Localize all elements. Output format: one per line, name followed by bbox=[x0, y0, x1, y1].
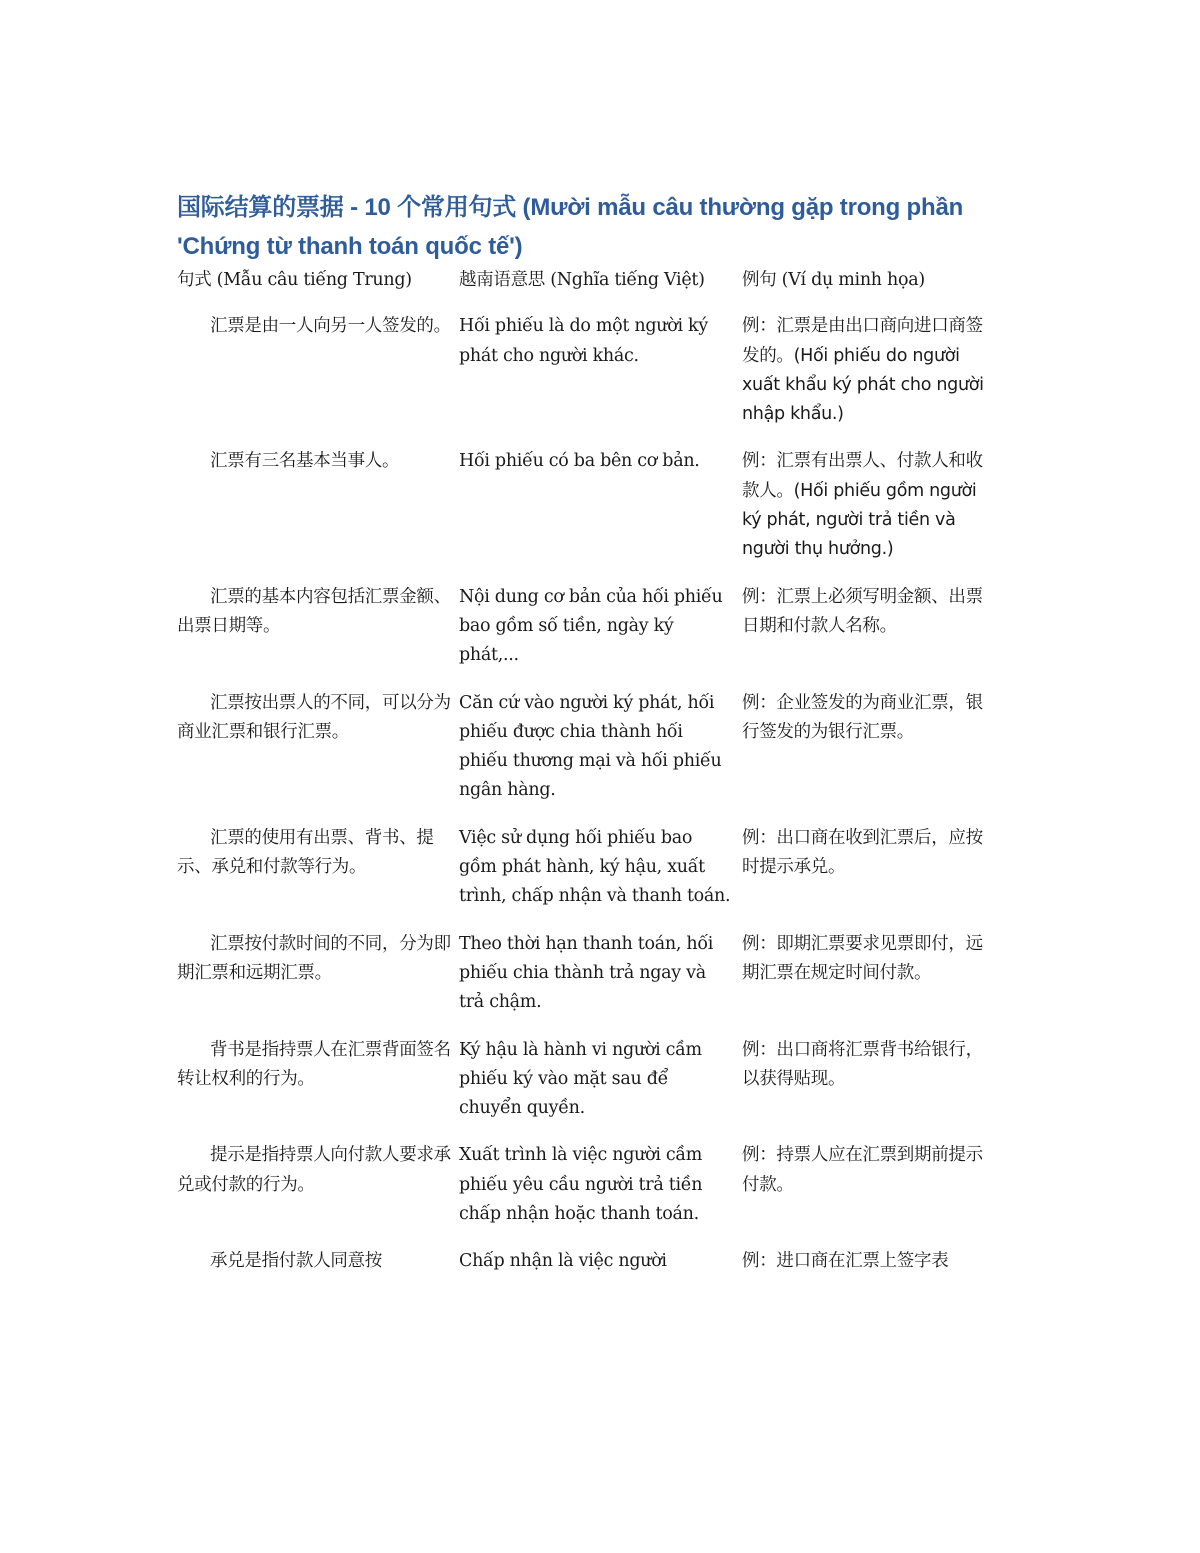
pattern-cell: 承兑是指付款人同意按 bbox=[210, 1251, 382, 1272]
example-cell: 例：进口商在汇票上签字表 bbox=[742, 1251, 949, 1272]
header-meaning: 越南语意思 (Nghĩa tiếng Việt) bbox=[459, 270, 705, 290]
example-cell: 例：出口商在收到汇票后，应按时提示承兑。 bbox=[742, 827, 983, 878]
meaning-cell: Việc sử dụng hối phiếu bao gồm phát hành, ký hậu, xuất trình, chấp nhận và thanh toán. bbox=[459, 827, 731, 907]
header-pattern: 句式 (Mẫu câu tiếng Trung) bbox=[177, 270, 412, 290]
pattern-cell: 汇票的使用有出票、背书、提示、承兑和付款等行为。 bbox=[177, 827, 434, 878]
meaning-cell: Nội dung cơ bản của hối phiếu bao gồm số tiền, ngày ký phát,... bbox=[459, 586, 723, 666]
example-cell: 例：汇票上必须写明金额、出票日期和付款人名称。 bbox=[742, 586, 983, 636]
meaning-cell: Theo thời hạn thanh toán, hối phiếu chia thành trả ngay và trả chậm. bbox=[459, 933, 714, 1013]
document-page bbox=[177, 188, 1007, 1295]
pattern-cell: 背书是指持票人在汇票背面签名转让权利的行为。 bbox=[177, 1039, 451, 1089]
example-cell: 例：企业签发的为商业汇票，银行签发的为银行汇票。 bbox=[742, 692, 983, 742]
meaning-cell: Ký hậu là hành vi người cầm phiếu ký vào mặt sau để chuyển quyền. bbox=[459, 1039, 702, 1119]
pattern-cell: 汇票按付款时间的不同，分为即期汇票和远期汇票。 bbox=[177, 933, 451, 983]
meaning-cell: Căn cứ vào người ký phát, hối phiếu được chia thành hối phiếu thương mại và hối phiếu ngân hàng. bbox=[459, 692, 722, 801]
document-title: 国际结算的票据 - 10 个常用句式 (Mười mẫu câu thường gặp trong phần 'Chứng từ thanh toán quốc tế') bbox=[177, 194, 964, 260]
meaning-cell: Hối phiếu có ba bên cơ bản. bbox=[459, 451, 700, 472]
pattern-cell: 提示是指持票人向付款人要求承兑或付款的行为。 bbox=[177, 1145, 451, 1195]
meaning-cell: Hối phiếu là do một người ký phát cho người khác. bbox=[459, 316, 708, 366]
example-cell: 例：持票人应在汇票到期前提示付款。 bbox=[742, 1145, 983, 1195]
example-cell: 例：汇票是由出口商向进口商签发的。(Hối phiếu do người xuất khẩu ký phát cho người nhập khẩu.) bbox=[742, 316, 984, 425]
pattern-cell: 汇票是由一人向另一人签发的。 bbox=[210, 316, 451, 337]
pattern-cell: 汇票按出票人的不同，可以分为商业汇票和银行汇票。 bbox=[177, 692, 451, 742]
example-cell: 例：汇票有出票人、付款人和收款人。(Hối phiếu gồm người ký phát, người trả tiền và người thụ hưởng.) bbox=[742, 451, 983, 560]
meaning-cell: Xuất trình là việc người cầm phiếu yêu cầu người trả tiền chấp nhận hoặc thanh toán. bbox=[459, 1145, 703, 1225]
pattern-cell: 汇票的基本内容包括汇票金额、出票日期等。 bbox=[177, 586, 451, 636]
example-cell: 例：出口商将汇票背书给银行，以获得贴现。 bbox=[742, 1039, 983, 1089]
meaning-cell: Chấp nhận là việc người bbox=[459, 1251, 667, 1272]
header-example: 例句 (Ví dụ minh họa) bbox=[742, 270, 925, 290]
sentence-pattern-table bbox=[177, 266, 1007, 1295]
pattern-cell: 汇票有三名基本当事人。 bbox=[210, 451, 400, 472]
example-cell: 例：即期汇票要求见票即付，远期汇票在规定时间付款。 bbox=[742, 933, 983, 983]
